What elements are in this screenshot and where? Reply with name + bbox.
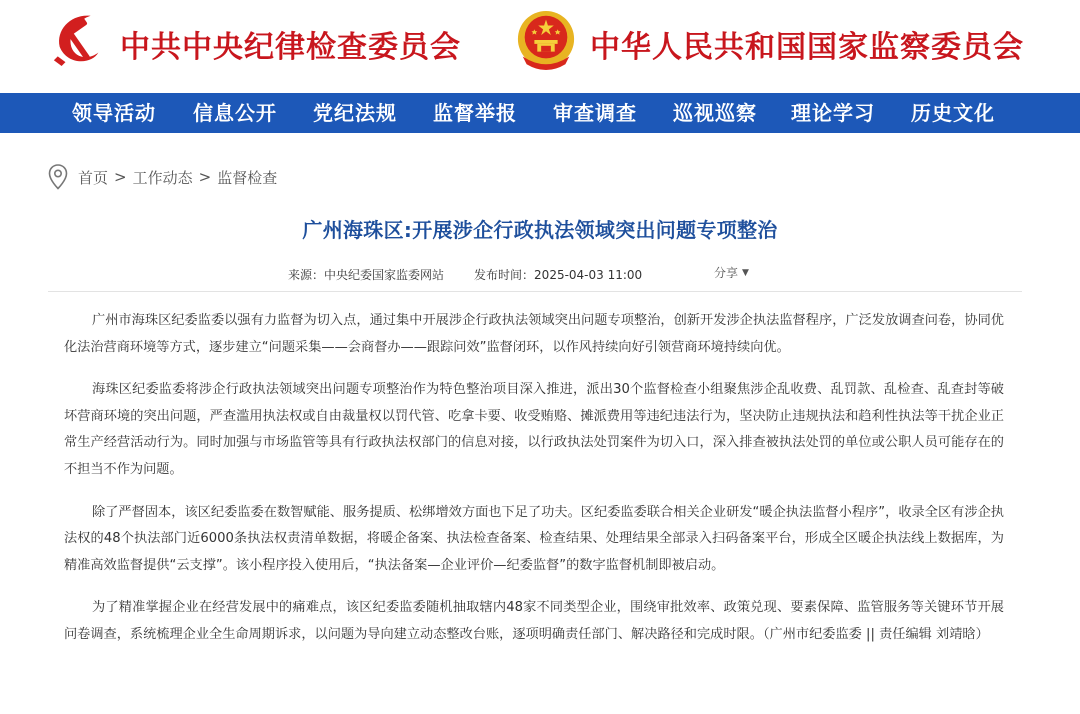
nsc-title[interactable]: 中华人民共和国国家监察委员会 xyxy=(590,30,1024,65)
article-title: 广州海珠区:开展涉企行政执法领域突出问题专项整治 xyxy=(302,218,778,242)
breadcrumb-separator: > xyxy=(114,168,127,186)
time-value: 2025-04-03 11:00 xyxy=(534,268,643,282)
national-emblem-icon[interactable] xyxy=(515,8,577,72)
share-label: 分享 xyxy=(714,266,739,280)
paragraph: 广州市海珠区纪委监委以强有力监督为切入点，通过集中开展涉企行政执法领域突出问题专项整治，创新开发涉企执法监督程序，广泛发放调查问卷，协同优化法治营商环境等方式，逐步建立“问题采集——会商督办——跟踪问效”监督闭环，以作风持续向好引领营商环境持续向优。 xyxy=(64,313,1004,355)
chevron-down-icon: ▼ xyxy=(742,267,749,278)
nav-item-report[interactable]: 监督举报 xyxy=(433,101,517,125)
breadcrumb-work-news[interactable]: 工作动态 xyxy=(132,168,193,187)
breadcrumb xyxy=(48,162,277,192)
breadcrumb-home[interactable]: 首页 xyxy=(78,168,109,187)
nav-item-regulations[interactable]: 党纪法规 xyxy=(313,101,397,125)
source-label: 来源： xyxy=(288,268,325,282)
location-pin-icon xyxy=(48,164,68,190)
main-nav xyxy=(0,93,1080,133)
nav-item-inspection-tour[interactable]: 巡视巡察 xyxy=(673,101,757,125)
divider xyxy=(48,291,1022,292)
paragraph: 海珠区纪委监委将涉企行政执法领域突出问题专项整治作为特色整治项目深入推进，派出30个监督检查小组聚焦涉企乱收费、乱罚款、乱检查、乱查封等破坏营商环境的突出问题，严查滥用执法权或自由裁量权以罚代管、吃拿卡要、收受贿赂、摊派费用等违纪违法行为，坚决防止违规执法和趋利性执法等干扰企业正常生产经营活动行为。同时加强与市场监管等具有行政执法权部门的信息对接，以行政执法处罚案件为切入口，深入排查被执法处罚的单位或公职人员可能存在的不担当不作为问题。 xyxy=(64,382,1004,477)
source-value: 中央纪委国家监委网站 xyxy=(324,268,445,282)
article-body xyxy=(64,308,1004,665)
breadcrumb-separator: > xyxy=(198,168,212,186)
time-label: 发布时间： xyxy=(474,268,535,282)
nav-item-investigation[interactable]: 审查调查 xyxy=(553,101,637,125)
paragraph: 除了严督固本，该区纪委监委在数智赋能、服务提质、松绑增效方面也下足了功夫。区纪委监委联合相关企业研发“暖企执法监督小程序”，收录全区有涉企执法权的48个执法部门近6000条执法权责清单数据，将暖企备案、执法检查备案、检查结果、处理结果全部录入扫码备案平台，形成全区暖企执法线上数据库，为精准高效监督提供“云支撑”。该小程序投入使用后，“执法备案—企业评价—纪委监督”的数字监督机制即被启动。 xyxy=(64,504,1004,573)
nav-item-info-disclosure[interactable]: 信息公开 xyxy=(193,101,277,125)
nav-item-history-culture[interactable]: 历史文化 xyxy=(911,101,995,125)
cdic-title[interactable]: 中共中央纪律检查委员会 xyxy=(120,30,461,65)
site-header xyxy=(0,0,1080,93)
share-button[interactable] xyxy=(714,264,749,281)
paragraph: 为了精准掌握企业在经营发展中的痛难点，该区纪委监委随机抽取辖内48家不同类型企业，围绕审批效率、政策兑现、要素保障、监管服务等关键环节开展问卷调查，系统梳理企业全生命周期诉求，以问题为导向建立动态整改台账，逐项明确责任部门、解决路径和完成时限。（广州市纪委监委 || 责任编辑 刘靖晗） xyxy=(64,600,1004,642)
nav-item-leadership[interactable]: 领导活动 xyxy=(72,101,156,125)
party-emblem-icon[interactable] xyxy=(50,8,108,68)
breadcrumb-supervision[interactable]: 监督检查 xyxy=(217,168,278,187)
article-meta xyxy=(288,266,642,283)
nav-item-theory-study[interactable]: 理论学习 xyxy=(791,101,875,125)
